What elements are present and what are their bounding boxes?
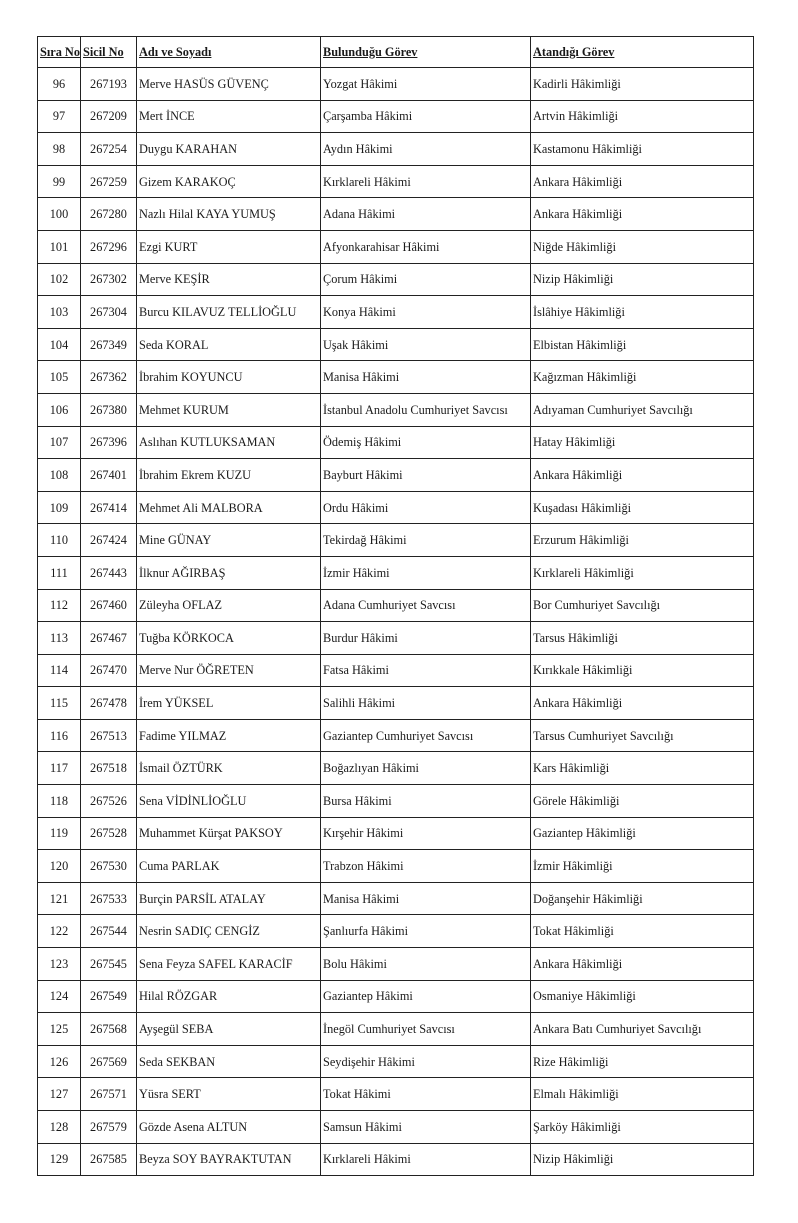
name-cell: Gizem KARAKOÇ	[137, 165, 321, 198]
name-cell: Gözde Asena ALTUN	[137, 1111, 321, 1144]
name-cell: Merve Nur ÖĞRETEN	[137, 654, 321, 687]
table-row	[38, 882, 754, 915]
sira-no-cell: 125	[38, 1013, 81, 1046]
assigned-post-cell: Kastamonu Hâkimliği	[531, 133, 754, 166]
current-post-cell: Bolu Hâkimi	[321, 948, 531, 981]
sicil-no-cell: 267467	[81, 622, 137, 655]
name-cell: İsmail ÖZTÜRK	[137, 752, 321, 785]
name-cell: Sena Feyza SAFEL KARACİF	[137, 948, 321, 981]
sira-no-cell: 105	[38, 361, 81, 394]
name-cell: Sena VİDİNLİOĞLU	[137, 785, 321, 818]
table-row	[38, 915, 754, 948]
name-cell: Nesrin SADIÇ CENGİZ	[137, 915, 321, 948]
table-row	[38, 198, 754, 231]
current-post-cell: Manisa Hâkimi	[321, 361, 531, 394]
name-cell: Tuğba KÖRKOCA	[137, 622, 321, 655]
sicil-no-cell: 267571	[81, 1078, 137, 1111]
name-cell: Merve KEŞİR	[137, 263, 321, 296]
assigned-post-cell: İslâhiye Hâkimliği	[531, 296, 754, 329]
table-row	[38, 1045, 754, 1078]
table-row	[38, 426, 754, 459]
header-atandigi-gorev: Atandığı Görev	[531, 37, 754, 68]
current-post-cell: Manisa Hâkimi	[321, 882, 531, 915]
current-post-cell: Salihli Hâkimi	[321, 687, 531, 720]
name-cell: Mert İNCE	[137, 100, 321, 133]
sicil-no-cell: 267568	[81, 1013, 137, 1046]
sicil-no-cell: 267349	[81, 328, 137, 361]
assigned-post-cell: Kağızman Hâkimliği	[531, 361, 754, 394]
assigned-post-cell: Elmalı Hâkimliği	[531, 1078, 754, 1111]
current-post-cell: Trabzon Hâkimi	[321, 850, 531, 883]
table-row	[38, 68, 754, 101]
name-cell: İrem YÜKSEL	[137, 687, 321, 720]
name-cell: Burcu KILAVUZ TELLİOĞLU	[137, 296, 321, 329]
assigned-post-cell: Kadirli Hâkimliği	[531, 68, 754, 101]
sira-no-cell: 104	[38, 328, 81, 361]
sicil-no-cell: 267585	[81, 1143, 137, 1176]
current-post-cell: Ödemiş Hâkimi	[321, 426, 531, 459]
sicil-no-cell: 267280	[81, 198, 137, 231]
sicil-no-cell: 267513	[81, 719, 137, 752]
sira-no-cell: 107	[38, 426, 81, 459]
sicil-no-cell: 267193	[81, 68, 137, 101]
sira-no-cell: 96	[38, 68, 81, 101]
table-row	[38, 1078, 754, 1111]
table-row	[38, 850, 754, 883]
sicil-no-cell: 267549	[81, 980, 137, 1013]
name-cell: Muhammet Kürşat PAKSOY	[137, 817, 321, 850]
sicil-no-cell: 267304	[81, 296, 137, 329]
table-row	[38, 556, 754, 589]
sira-no-cell: 103	[38, 296, 81, 329]
name-cell: Burçin PARSİL ATALAY	[137, 882, 321, 915]
sira-no-cell: 106	[38, 393, 81, 426]
assigned-post-cell: Nizip Hâkimliği	[531, 1143, 754, 1176]
sira-no-cell: 98	[38, 133, 81, 166]
name-cell: Ayşegül SEBA	[137, 1013, 321, 1046]
name-cell: Mine GÜNAY	[137, 524, 321, 557]
assigned-post-cell: Ankara Hâkimliği	[531, 165, 754, 198]
name-cell: Cuma PARLAK	[137, 850, 321, 883]
current-post-cell: Tekirdağ Hâkimi	[321, 524, 531, 557]
header-adi-soyadi: Adı ve Soyadı	[137, 37, 321, 68]
current-post-cell: Samsun Hâkimi	[321, 1111, 531, 1144]
sira-no-cell: 109	[38, 491, 81, 524]
sicil-no-cell: 267296	[81, 230, 137, 263]
sicil-no-cell: 267254	[81, 133, 137, 166]
document-page	[37, 36, 754, 1176]
sira-no-cell: 111	[38, 556, 81, 589]
assigned-post-cell: Kırklareli Hâkimliği	[531, 556, 754, 589]
current-post-cell: Gaziantep Cumhuriyet Savcısı	[321, 719, 531, 752]
sicil-no-cell: 267569	[81, 1045, 137, 1078]
table-row	[38, 296, 754, 329]
table-body	[38, 68, 754, 1176]
name-cell: Aslıhan KUTLUKSAMAN	[137, 426, 321, 459]
current-post-cell: Kırşehir Hâkimi	[321, 817, 531, 850]
name-cell: İbrahim KOYUNCU	[137, 361, 321, 394]
current-post-cell: Adana Cumhuriyet Savcısı	[321, 589, 531, 622]
current-post-cell: Boğazlıyan Hâkimi	[321, 752, 531, 785]
current-post-cell: Uşak Hâkimi	[321, 328, 531, 361]
name-cell: Yüsra SERT	[137, 1078, 321, 1111]
table-row	[38, 361, 754, 394]
assigned-post-cell: Rize Hâkimliği	[531, 1045, 754, 1078]
name-cell: Nazlı Hilal KAYA YUMUŞ	[137, 198, 321, 231]
sicil-no-cell: 267380	[81, 393, 137, 426]
sicil-no-cell: 267545	[81, 948, 137, 981]
assigned-post-cell: Niğde Hâkimliği	[531, 230, 754, 263]
assigned-post-cell: Hatay Hâkimliği	[531, 426, 754, 459]
name-cell: Fadime YILMAZ	[137, 719, 321, 752]
sicil-no-cell: 267518	[81, 752, 137, 785]
table-row	[38, 687, 754, 720]
sira-no-cell: 121	[38, 882, 81, 915]
current-post-cell: Çorum Hâkimi	[321, 263, 531, 296]
current-post-cell: İnegöl Cumhuriyet Savcısı	[321, 1013, 531, 1046]
current-post-cell: Tokat Hâkimi	[321, 1078, 531, 1111]
sicil-no-cell: 267533	[81, 882, 137, 915]
table-row	[38, 980, 754, 1013]
assigned-post-cell: İzmir Hâkimliği	[531, 850, 754, 883]
current-post-cell: Afyonkarahisar Hâkimi	[321, 230, 531, 263]
sira-no-cell: 117	[38, 752, 81, 785]
assigned-post-cell: Tokat Hâkimliği	[531, 915, 754, 948]
sira-no-cell: 120	[38, 850, 81, 883]
current-post-cell: Gaziantep Hâkimi	[321, 980, 531, 1013]
table-row	[38, 491, 754, 524]
sicil-no-cell: 267209	[81, 100, 137, 133]
table-row	[38, 1111, 754, 1144]
sira-no-cell: 102	[38, 263, 81, 296]
name-cell: Mehmet KURUM	[137, 393, 321, 426]
assigned-post-cell: Bor Cumhuriyet Savcılığı	[531, 589, 754, 622]
sira-no-cell: 129	[38, 1143, 81, 1176]
sira-no-cell: 110	[38, 524, 81, 557]
name-cell: Züleyha OFLAZ	[137, 589, 321, 622]
current-post-cell: Bursa Hâkimi	[321, 785, 531, 818]
assigned-post-cell: Erzurum Hâkimliği	[531, 524, 754, 557]
table-row	[38, 1013, 754, 1046]
table-row	[38, 719, 754, 752]
assigned-post-cell: Ankara Hâkimliği	[531, 198, 754, 231]
assigned-post-cell: Kars Hâkimliği	[531, 752, 754, 785]
sicil-no-cell: 267302	[81, 263, 137, 296]
name-cell: Seda KORAL	[137, 328, 321, 361]
table-header	[38, 37, 754, 68]
sira-no-cell: 127	[38, 1078, 81, 1111]
table-row	[38, 263, 754, 296]
table-row	[38, 328, 754, 361]
name-cell: İlknur AĞIRBAŞ	[137, 556, 321, 589]
sira-no-cell: 112	[38, 589, 81, 622]
sira-no-cell: 108	[38, 459, 81, 492]
assigned-post-cell: Elbistan Hâkimliği	[531, 328, 754, 361]
sicil-no-cell: 267396	[81, 426, 137, 459]
sicil-no-cell: 267362	[81, 361, 137, 394]
assigned-post-cell: Gaziantep Hâkimliği	[531, 817, 754, 850]
sicil-no-cell: 267528	[81, 817, 137, 850]
table-row	[38, 133, 754, 166]
sicil-no-cell: 267544	[81, 915, 137, 948]
name-cell: İbrahim Ekrem KUZU	[137, 459, 321, 492]
current-post-cell: Bayburt Hâkimi	[321, 459, 531, 492]
assigned-post-cell: Ankara Hâkimliği	[531, 687, 754, 720]
assigned-post-cell: Kuşadası Hâkimliği	[531, 491, 754, 524]
sira-no-cell: 97	[38, 100, 81, 133]
current-post-cell: Adana Hâkimi	[321, 198, 531, 231]
current-post-cell: Şanlıurfa Hâkimi	[321, 915, 531, 948]
table-row	[38, 654, 754, 687]
name-cell: Mehmet Ali MALBORA	[137, 491, 321, 524]
assigned-post-cell: Kırıkkale Hâkimliği	[531, 654, 754, 687]
table-row	[38, 948, 754, 981]
sicil-no-cell: 267414	[81, 491, 137, 524]
current-post-cell: Yozgat Hâkimi	[321, 68, 531, 101]
name-cell: Beyza SOY BAYRAKTUTAN	[137, 1143, 321, 1176]
current-post-cell: Kırklareli Hâkimi	[321, 165, 531, 198]
sicil-no-cell: 267401	[81, 459, 137, 492]
current-post-cell: Fatsa Hâkimi	[321, 654, 531, 687]
current-post-cell: Aydın Hâkimi	[321, 133, 531, 166]
current-post-cell: Çarşamba Hâkimi	[321, 100, 531, 133]
sira-no-cell: 118	[38, 785, 81, 818]
table-row	[38, 100, 754, 133]
assigned-post-cell: Adıyaman Cumhuriyet Savcılığı	[531, 393, 754, 426]
appointments-table	[37, 36, 754, 1176]
table-row	[38, 817, 754, 850]
sicil-no-cell: 267478	[81, 687, 137, 720]
sira-no-cell: 116	[38, 719, 81, 752]
sira-no-cell: 99	[38, 165, 81, 198]
sicil-no-cell: 267443	[81, 556, 137, 589]
sicil-no-cell: 267424	[81, 524, 137, 557]
current-post-cell: İzmir Hâkimi	[321, 556, 531, 589]
sira-no-cell: 122	[38, 915, 81, 948]
assigned-post-cell: Görele Hâkimliği	[531, 785, 754, 818]
table-row	[38, 1143, 754, 1176]
sicil-no-cell: 267530	[81, 850, 137, 883]
sira-no-cell: 101	[38, 230, 81, 263]
table-row	[38, 459, 754, 492]
sicil-no-cell: 267259	[81, 165, 137, 198]
name-cell: Hilal RÖZGAR	[137, 980, 321, 1013]
assigned-post-cell: Tarsus Cumhuriyet Savcılığı	[531, 719, 754, 752]
sicil-no-cell: 267579	[81, 1111, 137, 1144]
table-row	[38, 230, 754, 263]
sicil-no-cell: 267526	[81, 785, 137, 818]
name-cell: Merve HASÜS GÜVENÇ	[137, 68, 321, 101]
sicil-no-cell: 267470	[81, 654, 137, 687]
sira-no-cell: 128	[38, 1111, 81, 1144]
assigned-post-cell: Nizip Hâkimliği	[531, 263, 754, 296]
assigned-post-cell: Artvin Hâkimliği	[531, 100, 754, 133]
table-row	[38, 393, 754, 426]
header-sira-no: Sıra No	[38, 37, 81, 68]
sira-no-cell: 126	[38, 1045, 81, 1078]
sira-no-cell: 100	[38, 198, 81, 231]
table-row	[38, 165, 754, 198]
table-row	[38, 589, 754, 622]
header-bulundugu-gorev: Bulunduğu Görev	[321, 37, 531, 68]
assigned-post-cell: Doğanşehir Hâkimliği	[531, 882, 754, 915]
sicil-no-cell: 267460	[81, 589, 137, 622]
sira-no-cell: 124	[38, 980, 81, 1013]
sira-no-cell: 119	[38, 817, 81, 850]
sira-no-cell: 113	[38, 622, 81, 655]
name-cell: Ezgi KURT	[137, 230, 321, 263]
sira-no-cell: 115	[38, 687, 81, 720]
sira-no-cell: 114	[38, 654, 81, 687]
name-cell: Duygu KARAHAN	[137, 133, 321, 166]
assigned-post-cell: Ankara Hâkimliği	[531, 948, 754, 981]
assigned-post-cell: Ankara Batı Cumhuriyet Savcılığı	[531, 1013, 754, 1046]
current-post-cell: Ordu Hâkimi	[321, 491, 531, 524]
current-post-cell: Konya Hâkimi	[321, 296, 531, 329]
assigned-post-cell: Şarköy Hâkimliği	[531, 1111, 754, 1144]
header-sicil-no: Sicil No	[81, 37, 137, 68]
table-row	[38, 752, 754, 785]
name-cell: Seda SEKBAN	[137, 1045, 321, 1078]
assigned-post-cell: Tarsus Hâkimliği	[531, 622, 754, 655]
table-row	[38, 524, 754, 557]
assigned-post-cell: Ankara Hâkimliği	[531, 459, 754, 492]
current-post-cell: Kırklareli Hâkimi	[321, 1143, 531, 1176]
current-post-cell: Burdur Hâkimi	[321, 622, 531, 655]
current-post-cell: Seydişehir Hâkimi	[321, 1045, 531, 1078]
table-row	[38, 622, 754, 655]
table-row	[38, 785, 754, 818]
current-post-cell: İstanbul Anadolu Cumhuriyet Savcısı	[321, 393, 531, 426]
sira-no-cell: 123	[38, 948, 81, 981]
assigned-post-cell: Osmaniye Hâkimliği	[531, 980, 754, 1013]
